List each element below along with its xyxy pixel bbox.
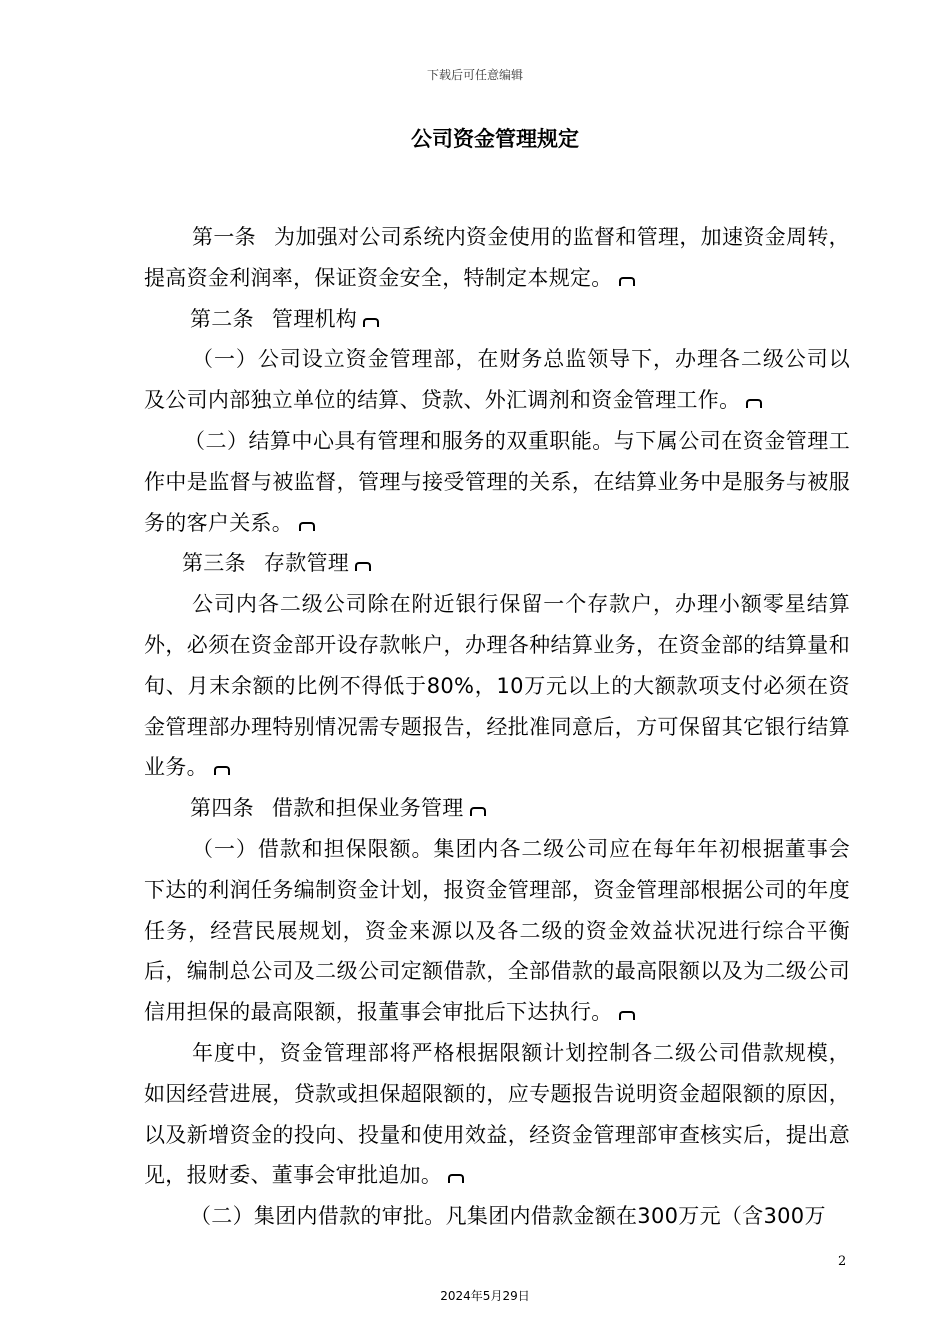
clause-paragraph bbox=[144, 1033, 850, 1196]
paragraph-mark-icon bbox=[470, 807, 486, 816]
paragraph-text: （一）借款和担保限额。集团内各二级公司应在每年年初根据董事会下达的利润任务编制资金计划，报资金管理部，资金管理部根据公司的年度任务，经营民展规划，资金来源以及各二级的资金效益状况进行综合平衡后，编制总公司及二级公司定额借款，全部借款的最高限额以及为二级公司信用担保的最高限额，报董事会审批后下达执行。 bbox=[144, 836, 850, 1025]
article-label: 第一条 bbox=[192, 225, 256, 249]
clause-paragraph bbox=[144, 339, 850, 421]
paragraph-text: 为加强对公司系统内资金使用的监督和管理，加速资金周转，提高资金利润率，保证资金安全，特制定本规定。 bbox=[144, 225, 850, 290]
article-4 bbox=[144, 788, 850, 829]
clause-paragraph bbox=[144, 421, 850, 543]
paragraph-mark-icon bbox=[619, 1011, 635, 1020]
article-1 bbox=[144, 217, 850, 299]
page-number: 2 bbox=[838, 1254, 847, 1269]
article-label: 第四条 bbox=[190, 796, 254, 821]
paragraph-mark-icon bbox=[619, 277, 635, 286]
paragraph-text: （二）结算中心具有管理和服务的双重职能。与下属公司在资金管理工作中是监督与被监督，管理与接受管理的关系，在结算业务中是服务与被服务的客户关系。 bbox=[144, 428, 850, 535]
paragraph-mark-icon bbox=[363, 318, 379, 327]
paragraph-mark-icon bbox=[355, 562, 371, 571]
article-label: 第三条 bbox=[182, 551, 246, 576]
paragraph-text: 管理机构 bbox=[271, 306, 358, 331]
footer-date: 2024年5月29日 bbox=[440, 1289, 530, 1303]
paragraph-text: （一）公司设立资金管理部，在财务总监领导下，办理各二级公司以及公司内部独立单位的结算、贷款、外汇调剂和资金管理工作。 bbox=[144, 347, 850, 413]
paragraph-mark-icon bbox=[214, 766, 230, 775]
header-note: 下载后可任意编辑 bbox=[426, 68, 523, 82]
article-3 bbox=[144, 543, 850, 584]
document-title: 公司资金管理规定 bbox=[411, 127, 579, 151]
paragraph-text: 借款和担保业务管理 bbox=[271, 796, 464, 821]
paragraph-text: （二）集团内借款的审批。凡集团内借款金额在300万元（含300万 bbox=[190, 1204, 826, 1229]
paragraph-text: 公司内各二级公司除在附近银行保留一个存款户，办理小额零星结算外，必须在资金部开设存款帐户，办理各种结算业务，在资金部的结算量和旬、月末余额的比例不得低于80%，10万元以上的大额款项支付必须在资金管理部办理特别情况需专题报告，经批准同意后，方可保留其它银行结算业务。 bbox=[144, 592, 850, 780]
paragraph-mark-icon bbox=[299, 522, 315, 531]
paragraph-mark-icon bbox=[448, 1174, 464, 1183]
clause-paragraph bbox=[144, 1196, 850, 1237]
clause-paragraph bbox=[144, 584, 850, 788]
clause-paragraph bbox=[144, 829, 850, 1033]
article-label: 第二条 bbox=[190, 306, 254, 331]
paragraph-text: 存款管理 bbox=[263, 551, 350, 576]
article-2 bbox=[144, 299, 850, 340]
paragraph-text: 年度中，资金管理部将严格根据限额计划控制各二级公司借款规模，如因经营进展，贷款或担保超限额的，应专题报告说明资金超限额的原因，以及新增资金的投向、投量和使用效益，经资金管理部审查核实后，提出意见，报财委、董事会审批追加。 bbox=[144, 1040, 850, 1188]
document-body bbox=[144, 217, 850, 1237]
paragraph-mark-icon bbox=[746, 399, 762, 408]
